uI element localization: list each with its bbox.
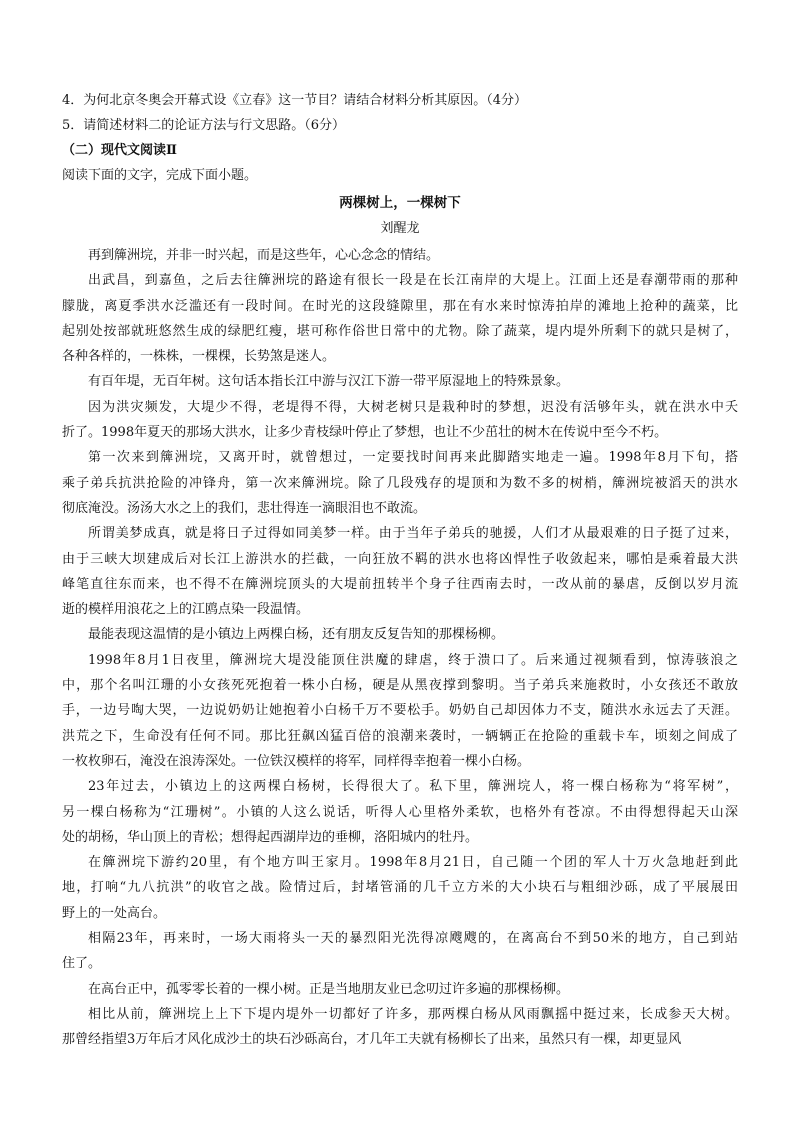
text-line: 彻底淹没。汤汤大水之上的我们，悲壮得连一滴眼泪也不敢流。 (62, 500, 427, 516)
article-paragraph (62, 445, 738, 521)
article-paragraph (62, 1002, 738, 1053)
text-line: 相比从前，簰洲垸上上下下堤内堤外一切都好了许多，那两棵白杨从风雨飘摇中挺过来，长成参天大树。 (88, 1006, 738, 1022)
article-paragraph (62, 648, 738, 774)
text-line: 最能表现这温情的是小镇边上两棵白杨，还有朋友反复告知的那棵杨柳。 (88, 627, 505, 643)
article-paragraph (62, 926, 738, 977)
text-line: 乘子弟兵抗洪抢险的冲锋舟，第一次来簰洲垸。除了几段残存的堤顶和为数不多的树梢，簰洲垸被滔天的洪水 (62, 475, 738, 491)
article-paragraph (62, 243, 738, 268)
section-heading: （二）现代文阅读Ⅱ (62, 143, 177, 158)
text-line: 那曾经指望3万年后才风化成沙土的块石沙砾高台，才几年工夫就有杨柳长了出来，虽然只有一棵，却更显风 (62, 1032, 682, 1048)
article-paragraph (62, 395, 738, 446)
text-line: 再到簰洲垸，并非一时兴起，而是这些年，心心念念的情结。 (88, 248, 440, 263)
article-paragraph (62, 521, 738, 622)
text-line: 由于三峡大坝建成后对长江上游洪水的拦截，一向狂放不羁的洪水也将凶悍性子收敛起来，哪怕是乘着最大洪 (62, 551, 738, 567)
text-line: 出武昌，到嘉鱼，之后去往簰洲垸的路途有很长一段是在长江南岸的大堤上。江面上还是春潮带雨的那种 (88, 273, 738, 289)
text-line: 野上的一处高台。 (62, 905, 167, 921)
article-paragraph (62, 774, 738, 850)
text-line: 起别处按部就班悠然生成的绿肥红瘦，堪可称作俗世日常中的尤物。除了蔬菜，堤内堤外所剩下的就只是树了， (62, 323, 738, 339)
text-line: 处的胡杨，华山顶上的青松；想得起西湖岸边的垂柳，洛阳城内的牡丹。 (62, 829, 479, 845)
text-line: 23年过去，小镇边上的这两棵白杨树，长得很大了。私下里，簰洲垸人，将一棵白杨称为“将军树”， (88, 779, 738, 795)
text-line: 有百年堤，无百年树。这句话本指长江中游与汉江下游一带平原湿地上的特殊景象。 (88, 374, 570, 390)
article-paragraph (62, 850, 738, 926)
text-line: 所谓美梦成真，就是将日子过得如同美梦一样。由于当年子弟兵的驰援，人们才从最艰难的日子挺了过来， (88, 526, 738, 542)
text-line: 相隔23年，再来时，一场大雨将头一天的暴烈阳光洗得凉飕飕的，在离高台不到50米的地方，自己到站 (88, 931, 738, 947)
text-line: 第一次来到簰洲垸，又离开时，就曾想过，一定要找时间再来此脚踏实地走一遍。1998年8月下旬，搭 (88, 450, 738, 466)
article-paragraph (62, 622, 738, 647)
text-line: 另一棵白杨称为“江珊树”。小镇的人这么说话，听得人心里格外柔软，也格外有苍凉。不由得想得起天山深 (62, 804, 738, 820)
document-page (62, 88, 738, 1053)
text-line: 逝的模样用浪花之上的江鸥点染一段温情。 (62, 602, 310, 618)
article-paragraph (62, 369, 738, 394)
question-5: 5．请简述材料二的论证方法与行文思路。（6分） (62, 118, 346, 133)
article-paragraph (62, 977, 738, 1002)
text-line: 在簰洲垸下游约20里，有个地方叫王家月。1998年8月21日，自己随一个团的军人十万火急地赶到此 (88, 855, 738, 871)
article-author: 刘醒龙 (380, 221, 420, 236)
article-paragraph (62, 268, 738, 369)
text-line: 地，打响“九八抗洪”的收官之战。险情过后，封堵管涌的几千立方米的大小块石与粗细沙砾，成了平展展田 (62, 880, 738, 896)
text-line: 中，那个名叫江珊的小女孩死死抱着一株小白杨，硬是从黑夜撑到黎明。当子弟兵来施救时，小女孩还不敢放 (62, 678, 738, 694)
text-line: 洪荒之下，生命没有任何不同。那比狂飙凶猛百倍的浪潮来袭时，一辆辆正在抢险的重载卡车，顷刻之间成了 (62, 728, 738, 744)
text-line: 在高台正中，孤零零长着的一棵小树。正是当地朋友业已念叨过许多遍的那棵杨柳。 (88, 981, 570, 997)
text-line: 1998年8月1日夜里，簰洲垸大堤没能顶住洪魔的肆虐，终于溃口了。后来通过视频看到，惊涛骇浪之 (88, 652, 738, 668)
text-line: 手，一边号啕大哭，一边说奶奶让她抱着小白杨千万不要松手。奶奶自己却因体力不支，随洪水永远去了天涯。 (62, 703, 738, 719)
question-4: 4．为何北京冬奥会开幕式设《立春》这一节目？请结合材料分析其原因。（4分） (62, 93, 528, 108)
text-line: 一枚枚卵石，淹没在浪涛深处。一位铁汉模样的将军，同样得幸抱着一棵小白杨。 (62, 753, 531, 769)
article-body (62, 243, 738, 1053)
text-line: 因为洪灾频发，大堤少不得，老堤得不得，大树老树只是栽种时的梦想，迟没有活够年头，就在洪水中夭 (88, 399, 738, 415)
text-line: 峰笔直往东而来，也不得不在簰洲垸顶头的大堤前扭转半个身子往西南去时，一改从前的暴虐，反倒以岁月流 (62, 576, 738, 592)
text-line: 住了。 (62, 956, 102, 972)
text-line: 折了。1998年夏天的那场大洪水，让多少青枝绿叶停止了梦想，也让不少茁壮的树木在传说中至今不朽。 (62, 425, 668, 441)
text-line: 各种各样的，一株株，一棵棵，长势煞是迷人。 (62, 349, 336, 365)
instruction: 阅读下面的文字，完成下面小题。 (62, 168, 258, 183)
text-line: 朦胧，离夏季洪水泛滥还有一段时间。在时光的这段缝隙里，那在有水来时惊涛拍岸的滩地上抢种的蔬菜，比 (62, 298, 738, 314)
article-title: 两棵树上，一棵树下 (339, 195, 461, 211)
